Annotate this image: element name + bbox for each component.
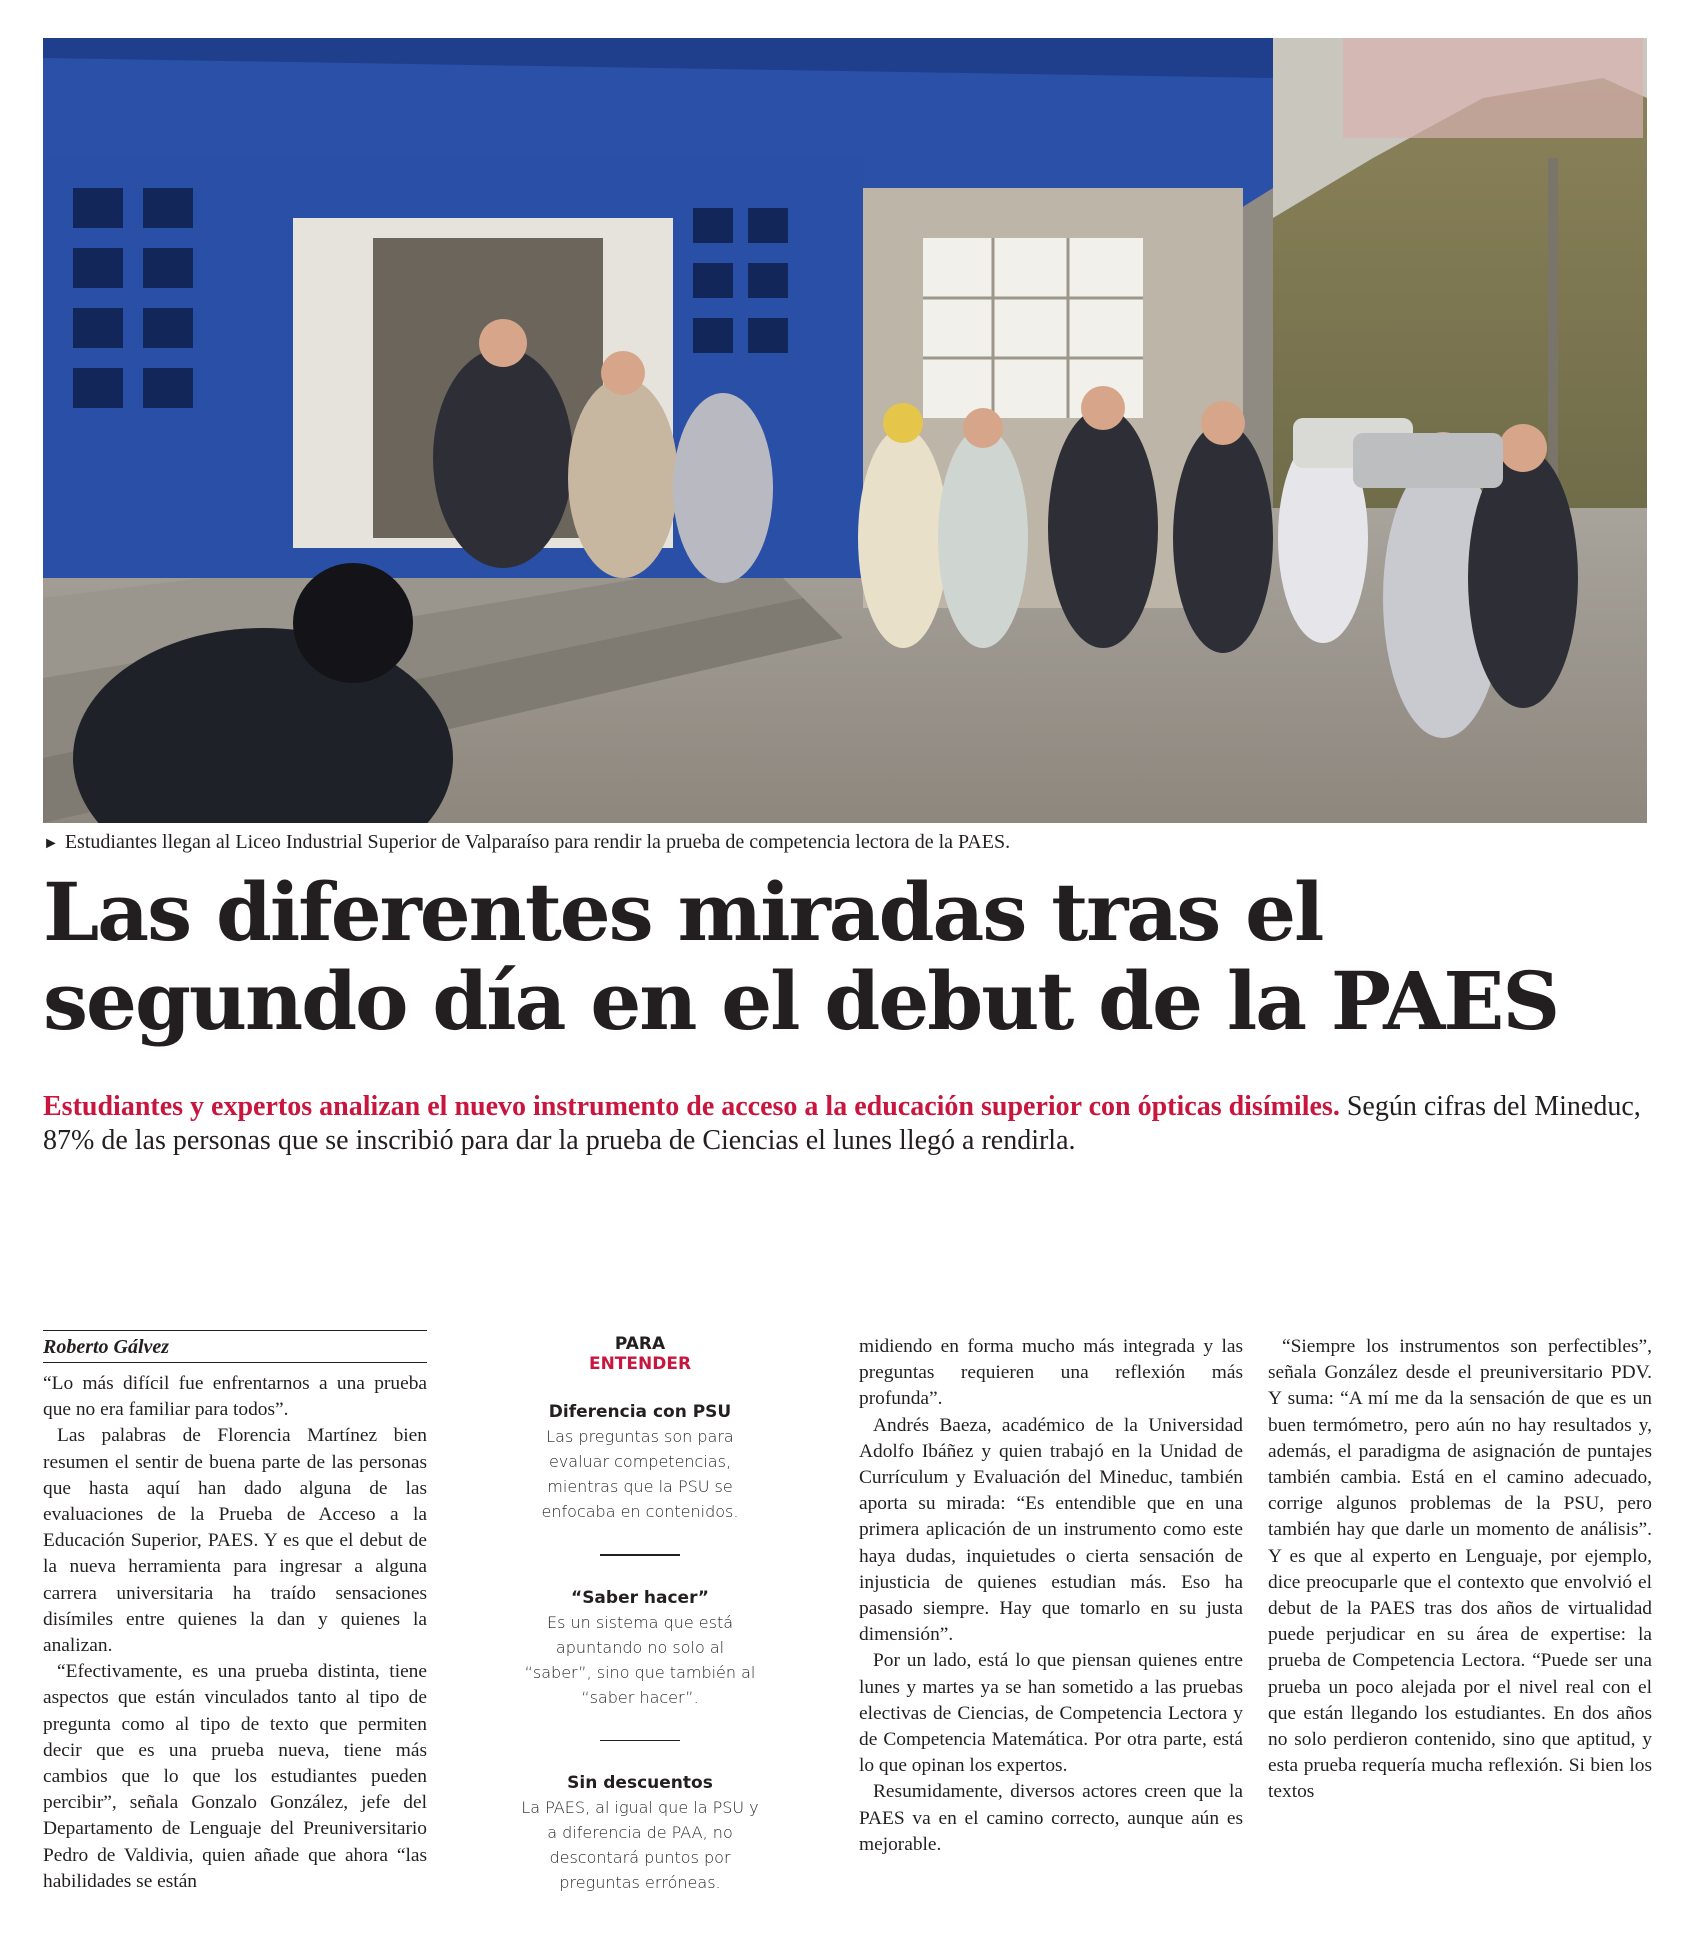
sidebar-para-entender [520, 1334, 760, 1895]
sidebar-tag-line-1: PARA [614, 1334, 666, 1354]
deck [43, 1090, 1663, 1158]
sidebar-item-text: Es un sistema que está apuntando no solo al “saber”, sino que también al “saber hacer”. [524, 1612, 756, 1707]
sidebar-item-text: La PAES, al igual que la PSU y a diferencia de PAA, no descontará puntos por preguntas erróneas. [521, 1798, 759, 1892]
sidebar-item-title: “Saber hacer” [571, 1587, 709, 1608]
sidebar-item-title: Diferencia con PSU [548, 1402, 732, 1422]
article-column-1 [43, 1330, 427, 1895]
paragraph: midiendo en forma mucho más integrada y las preguntas requieren una reflexión más profunda”. [859, 1336, 1243, 1410]
headline-line-2: segundo día en el debut de la PAES [43, 954, 1559, 1048]
sidebar-divider [600, 1554, 680, 1556]
paragraph: “Siempre los instrumentos son perfectibles”, señala González desde el preuniversitario PDV. Y suma: “A mí me da la sensación de que es un buen termómetro, pero aún no hay resultados y, además, el paradigma de asignación de puntajes también cambia. Está en el camino adecuado, corrige algunos problemas de la PSU, pero también hay que darle un momento de análisis”. Y es que al experto en Lenguaje, por ejemplo, dice preocuparle que el contexto que envolvió el debut de la PAES tras dos años de virtualidad puede perjudicar en su área de expertise: la prueba de Competencia Lectora. “Puede ser una prueba un poco alejada por el nivel real con el que están llegando los estudiantes. En dos años no solo perdieron contenido, sino que aptitud, y esta prueba requería mucha reflexión. Si bien los textos [1268, 1336, 1652, 1803]
paragraph: “Efectivamente, es una prueba distinta, tiene aspectos que están vinculados tanto al tipo de pregunta como al tipo de texto que permiten decir que es una prueba nueva, tiene más cambios que lo que los estudiantes pueden percibir”, señala Gonzalo González, jefe del Departamento de Lenguaje del Preuniversitario Pedro de Valdivia, quien añade que ahora “las habilidades se están [43, 1661, 427, 1892]
sidebar-item-text: Las preguntas son para evaluar competencias, mientras que la PSU se enfocaba en contenidos. [541, 1427, 739, 1521]
sidebar-tag-line-2: ENTENDER [588, 1354, 692, 1374]
article-column-4 [1268, 1334, 1652, 1806]
paragraph: Las palabras de Florencia Martínez bien resumen el sentir de buena parte de las personas que hasta aquí han dado alguna de las evaluaciones de la Prueba de Acceso a la Educación Superior, PAES. Y es que el debut de la nueva herramienta para ingresar a alguna carrera universitaria ha traído sensaciones disímiles entre quienes la dan y quienes la analizan. [43, 1425, 427, 1657]
headline [43, 865, 1663, 1048]
sidebar-item-title: Sin descuentos [567, 1773, 713, 1793]
deck-lead: Estudiantes y expertos analizan el nuevo instrumento de acceso a la educación superior con ópticas disímiles. [43, 1091, 1340, 1122]
byline: Roberto Gálvez [43, 1330, 427, 1363]
photo-students-entering-school [43, 38, 1647, 823]
paragraph: “Lo más difícil fue enfrentarnos a una prueba que no era familiar para todos”. [43, 1373, 427, 1421]
paragraph: Andrés Baeza, académico de la Universidad Adolfo Ibáñez y quien trabajó en la Unidad de Currículum y Evaluación del Mineduc, también aporta su mirada: “Es entendible que en una primera aplicación de un instrumento como este haya dudas, inquietudes o cierta sensación de injusticia de quienes estudian más. Eso ha pasado siempre. Hay que tomarlo en su justa dimensión”. [859, 1414, 1243, 1646]
deck-rest: Según cifras del Mineduc, 87% de las personas que se inscribió para dar la prueba de Ciencias el lunes llegó a rendirla. [43, 1091, 1641, 1156]
caption-text: Estudiantes llegan al Liceo Industrial Superior de Valparaíso para rendir la prueba de competencia lectora de la PAES. [64, 831, 1011, 853]
caption-arrow-icon: ► [43, 835, 59, 852]
news-photo [43, 38, 1647, 823]
photo-caption [43, 829, 1647, 857]
article-column-3 [859, 1334, 1243, 1858]
paragraph: Resumidamente, diversos actores creen que la PAES va en el camino correcto, aunque aún es mejorable. [859, 1781, 1243, 1855]
sidebar-divider [600, 1740, 680, 1742]
paragraph: Por un lado, está lo que piensan quienes entre lunes y martes ya se han sometido a las pruebas electivas de Ciencias, de Competencia Lectora y de Competencia Matemática. Por otra parte, está lo que opinan los expertos. [859, 1650, 1243, 1777]
headline-line-1: Las diferentes miradas tras el [43, 865, 1323, 959]
